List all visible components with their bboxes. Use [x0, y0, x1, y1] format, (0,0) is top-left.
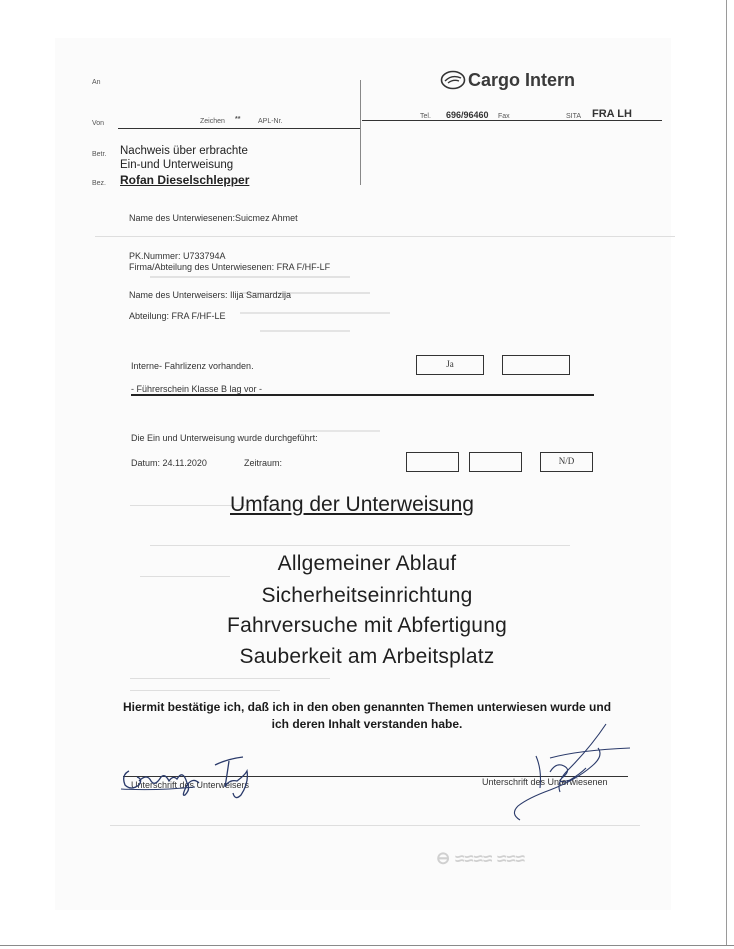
zeichen-value: **: [235, 116, 241, 123]
fuehrerschein-underline: [131, 394, 594, 396]
fahrlizenz-box-ja: Ja: [416, 355, 484, 375]
signature-label-unterwiesenen: Unterschrift des Unterwiesenen: [482, 777, 608, 787]
zeitraum-label: Zeitraum:: [244, 458, 283, 468]
logo-text: Cargo Intern: [468, 70, 576, 90]
zeitraum-box-3: N/D: [540, 452, 593, 472]
bleed-through-logo: ⊖ ≈≈≈≈ ≈≈≈: [436, 849, 526, 868]
tel-value: 696/96460: [446, 110, 489, 120]
confirmation-line-2: ich deren Inhalt verstanden habe.: [271, 717, 463, 731]
header-divider: [360, 80, 361, 185]
an-label: An: [92, 79, 101, 86]
datum: Datum: 24.11.2020: [131, 458, 207, 468]
fahrlizenz-label: Interne- Fahrlizenz vorhanden.: [131, 361, 254, 371]
bez-label: Bez.: [92, 180, 107, 187]
von-label: Von: [92, 120, 105, 127]
betr-label: Betr.: [92, 151, 107, 158]
bez-value: Rofan Dieselschlepper: [120, 173, 250, 187]
von-underline: [118, 128, 360, 129]
window-frame-right: [726, 0, 727, 946]
topic-item: Fahrversuche mit Abfertigung: [227, 614, 507, 637]
sita-label: SITA: [566, 113, 582, 120]
unterwiesenen-name: Name des Unterwiesenen:Suicmez Ahmet: [129, 213, 298, 223]
zeichen-label: Zeichen: [200, 118, 225, 125]
window-frame-bottom: [0, 945, 734, 946]
abteilung: Abteilung: FRA F/HF-LE: [129, 311, 226, 321]
tel-label: Tel.: [420, 113, 431, 120]
zeitraum-box-2: [469, 452, 522, 472]
lufthansa-crane-icon: [440, 70, 466, 95]
sita-value: FRA LH: [592, 108, 632, 120]
apl-label: APL-Nr.: [258, 118, 283, 125]
pk-nummer: PK.Nummer: U733794A: [129, 251, 226, 261]
signature-unterwiesenen: [480, 718, 640, 828]
tel-underline: [362, 120, 662, 121]
topic-item: Sauberkeit am Arbeitsplatz: [239, 645, 495, 668]
betr-line-2: Ein-und Unterweisung: [120, 159, 234, 171]
durchgefuehrt-label: Die Ein und Unterweisung wurde durchgeführt:: [131, 433, 318, 443]
signature-label-unterweiser: Unterschrift des Unterweisers: [131, 780, 250, 790]
unterweiser-name: Name des Unterweisers: Ilija Samardzija: [129, 290, 292, 300]
firma-abteilung: Firma/Abteilung des Unterwiesenen: FRA F/HF-LF: [129, 262, 331, 272]
fax-label: Fax: [498, 113, 510, 120]
zeitraum-box-1: [406, 452, 459, 472]
confirmation-line-1: Hiermit bestätige ich, daß ich in den oben genannten Themen unterwiesen wurde und: [122, 700, 612, 714]
umfang-title: Umfang der Unterweisung: [230, 493, 474, 516]
fuehrerschein-note: - Führerschein Klasse B lag vor -: [131, 384, 263, 394]
fahrlizenz-box-nein: [502, 355, 570, 375]
signature-unterweiser: [115, 745, 275, 805]
betr-line-1: Nachweis über erbrachte: [120, 145, 248, 157]
topic-item: Allgemeiner Ablauf: [277, 552, 457, 575]
topic-item: Sicherheitseinrichtung: [261, 584, 473, 607]
